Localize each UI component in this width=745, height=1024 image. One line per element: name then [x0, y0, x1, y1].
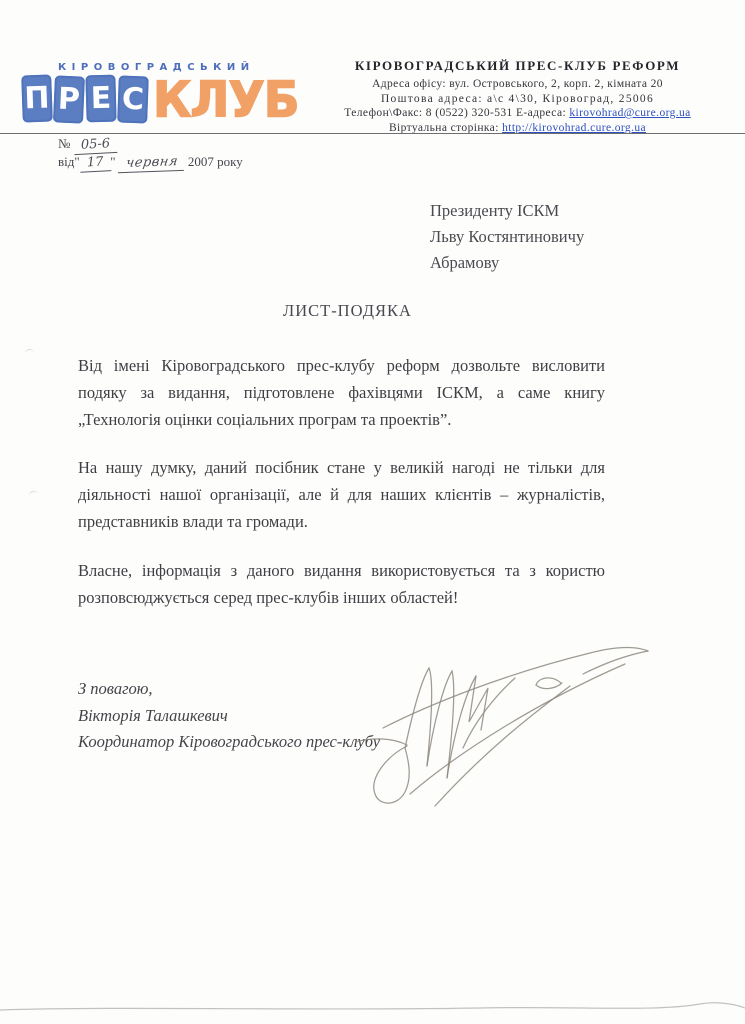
reference-date-line — [58, 154, 243, 172]
email-link[interactable]: kirovohrad@cure.org.ua — [569, 107, 691, 119]
header-divider — [0, 133, 745, 134]
logo-tile-r: Р — [53, 75, 85, 123]
office-address: Адреса офісу: вул. Островського, 2, корп. 2, кімната 20 — [372, 78, 663, 90]
body-paragraph-3: Власне, інформація з даного видання використовується та з користю розповсюджується серед прес-клубів інших областей! — [78, 561, 605, 607]
reference-number-line — [58, 136, 243, 154]
logo-tile-e: Е — [85, 75, 116, 123]
date-quote-open: " — [74, 154, 80, 169]
date-month-handwritten: червня — [118, 154, 186, 173]
logo-main-row — [22, 71, 299, 129]
press-club-logo — [22, 60, 299, 132]
logo-club-word: КЛУБ — [153, 71, 299, 129]
date-day-handwritten: 17 — [79, 154, 110, 173]
handwritten-signature — [355, 626, 655, 813]
closing-block — [78, 676, 380, 756]
recipient-block — [430, 198, 584, 276]
recipient-line-1: Президенту ІСКМ — [430, 201, 560, 220]
logo-tile-p: П — [21, 74, 53, 122]
date-label: від — [58, 154, 75, 169]
scan-artifact-mark — [24, 348, 34, 357]
letter-title: ЛИСТ-ПОДЯКА — [283, 301, 412, 320]
website-link[interactable]: http://kirovohrad.cure.org.ua — [502, 121, 647, 134]
closing-respect: З повагою, — [78, 679, 153, 698]
date-year: 2007 року — [187, 154, 243, 169]
number-handwritten: 05-6 — [73, 136, 117, 155]
date-quote-close: " — [110, 154, 116, 169]
scan-artifact-mark — [28, 490, 38, 500]
website-label: Віртуальна сторінка: — [388, 121, 499, 134]
recipient-line-3: Абрамову — [430, 253, 500, 272]
body-paragraph-1: Від імені Кіровоградського прес-клубу реформ дозвольте висловити подяку за видання, підготовлене фахівцями ІСКМ, а саме книгу „Технологія оцінки соціальних програм та проектів”. — [78, 356, 605, 429]
closing-name: Вікторія Талашкевич — [78, 705, 228, 725]
page-bottom-edge — [0, 1000, 745, 1020]
closing-role: Координатор Кіровоградського прес-клубу — [78, 732, 381, 751]
reference-block — [58, 136, 243, 172]
letterhead — [295, 58, 740, 135]
body-paragraph-2: На нашу думку, даний посібник стане у великій нагоді не тільки для діяльності нашої організації, але й для наших клієнтів – журналістів, представників влади та громади. — [78, 458, 605, 531]
recipient-line-2: Льву Костянтиновичу — [430, 227, 585, 246]
number-label: № — [58, 136, 71, 151]
phone-email-line — [295, 106, 740, 121]
phone-label: Телефон\Факс: 8 (0522) 320-531 Е-адреса: — [344, 107, 567, 119]
logo-region-word: КІРОВОГРАДСЬКИЙ — [58, 62, 255, 73]
logo-tile-s: С — [117, 75, 149, 123]
org-name: КІРОВОГРАДСЬКИЙ ПРЕС-КЛУБ РЕФОРМ — [354, 58, 681, 73]
postal-address: Поштова адреса: а\с 4\30, Кіровоград, 25006 — [380, 92, 655, 105]
